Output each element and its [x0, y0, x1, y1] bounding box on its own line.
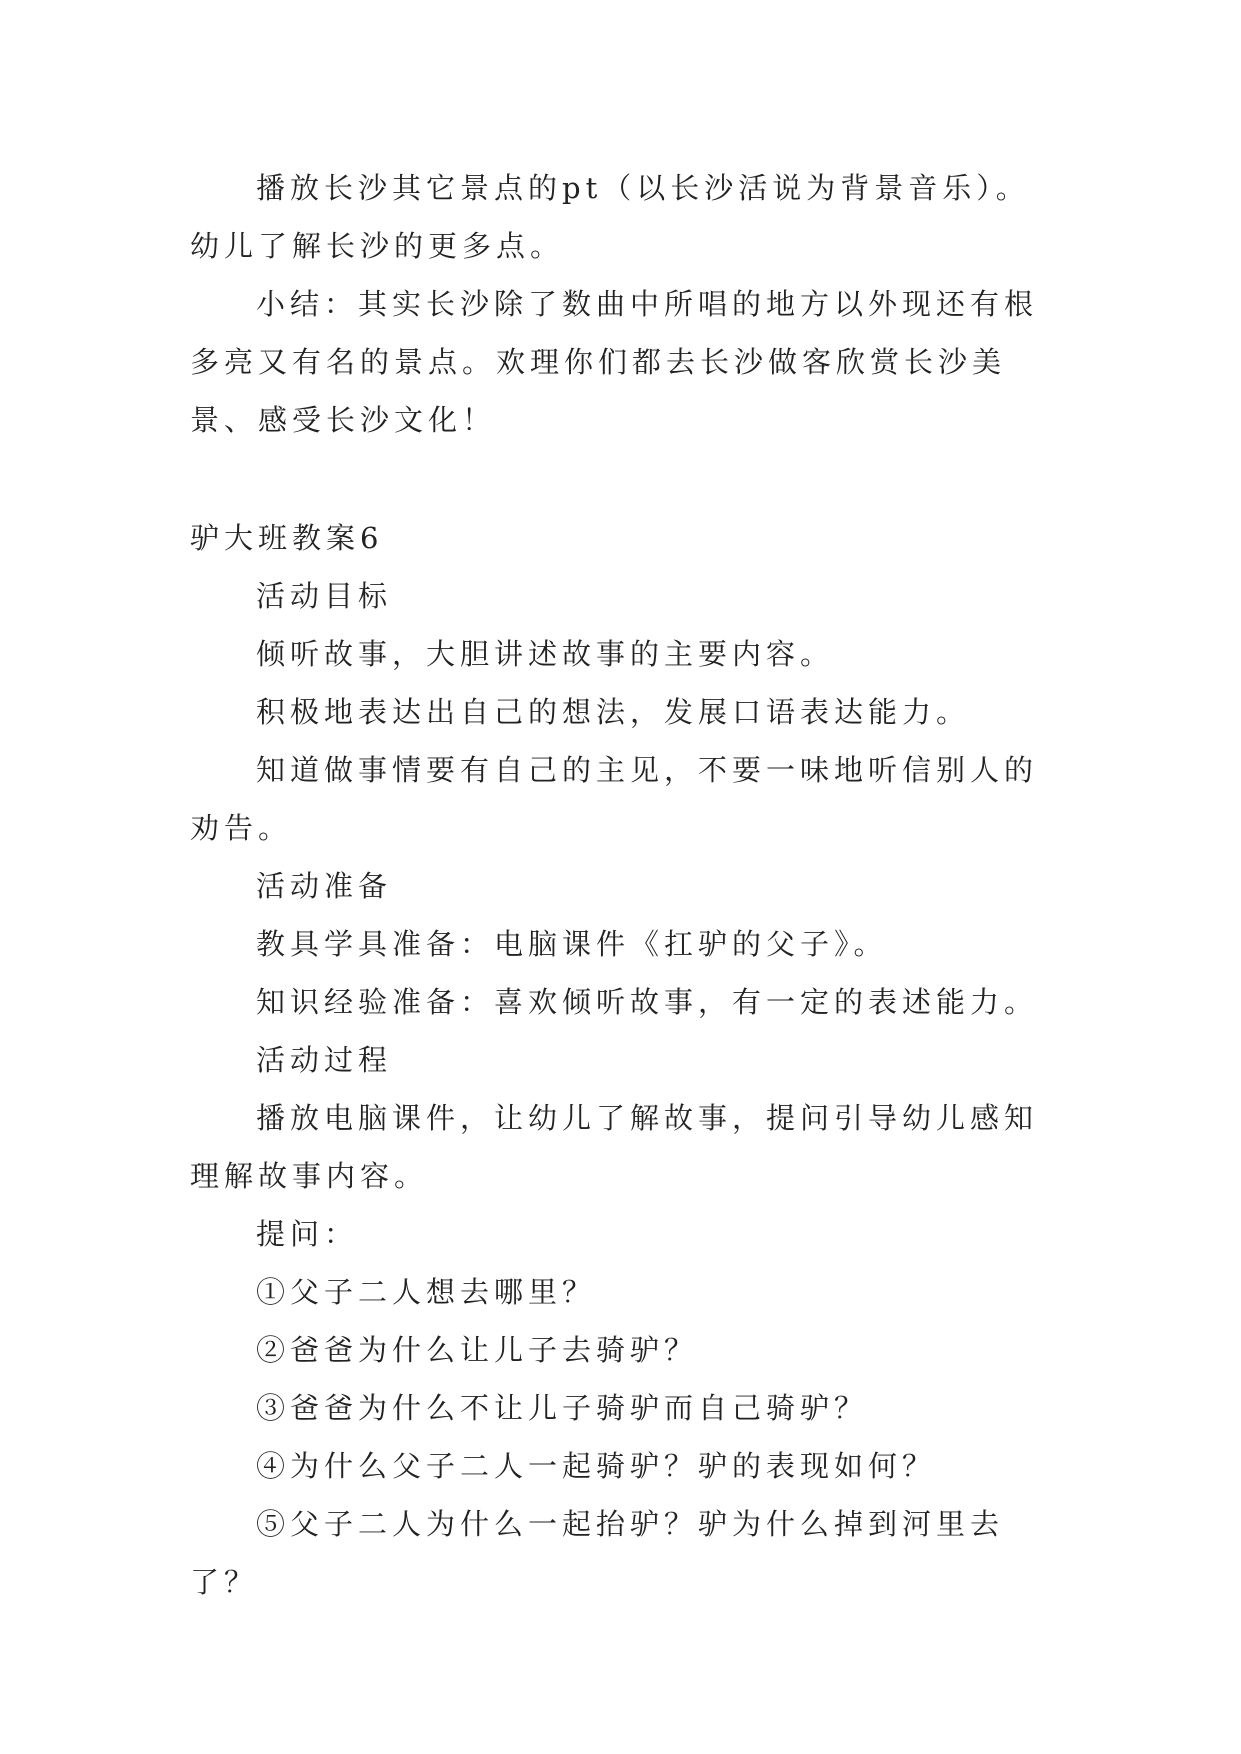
prep-heading: 活动准备	[256, 869, 393, 903]
prep-item: 知识经验准备：喜欢倾听故事，有一定的表述能力。	[256, 985, 1039, 1019]
goal-item: 倾听故事，大胆讲述故事的主要内容。	[256, 637, 835, 671]
paragraph-summary: 小结：其实长沙除了数曲中所唱的地方以外现还有根多亮又有名的景点。欢理你们都去长沙做客欣赏长沙美景、感受长沙文化！	[190, 287, 1039, 437]
paragraph-other-sights: 播放长沙其它景点的pt（以长沙活说为背景音乐）。幼儿了解长沙的更多点。	[190, 171, 1030, 263]
prep-item: 教具学具准备：电脑课件《扛驴的父子》。	[256, 927, 888, 961]
question-item: ④为什么父子二人一起骑驴？驴的表现如何？	[256, 1449, 937, 1483]
top-section	[190, 159, 1050, 449]
lesson-title: 驴大班教案6	[190, 521, 384, 555]
lesson-plan-section	[190, 509, 1050, 1611]
questions-label: 提问：	[256, 1217, 359, 1251]
question-item: ③爸爸为什么不让儿子骑驴而自己骑驴？	[256, 1391, 869, 1425]
goals-heading: 活动目标	[256, 579, 393, 613]
goal-item: 知道做事情要有自己的主见，不要一味地听信别人的劝告。	[190, 753, 1039, 845]
goal-item: 积极地表达出自己的想法，发展口语表达能力。	[256, 695, 971, 729]
question-item: ⑤父子二人为什么一起抬驴？驴为什么掉到河里去了？	[190, 1507, 1005, 1599]
process-heading: 活动过程	[256, 1043, 393, 1077]
question-item: ①父子二人想去哪里？	[256, 1275, 597, 1309]
question-item: ②爸爸为什么让儿子去骑驴？	[256, 1333, 699, 1367]
process-intro: 播放电脑课件，让幼儿了解故事，提问引导幼儿感知理解故事内容。	[190, 1101, 1039, 1193]
